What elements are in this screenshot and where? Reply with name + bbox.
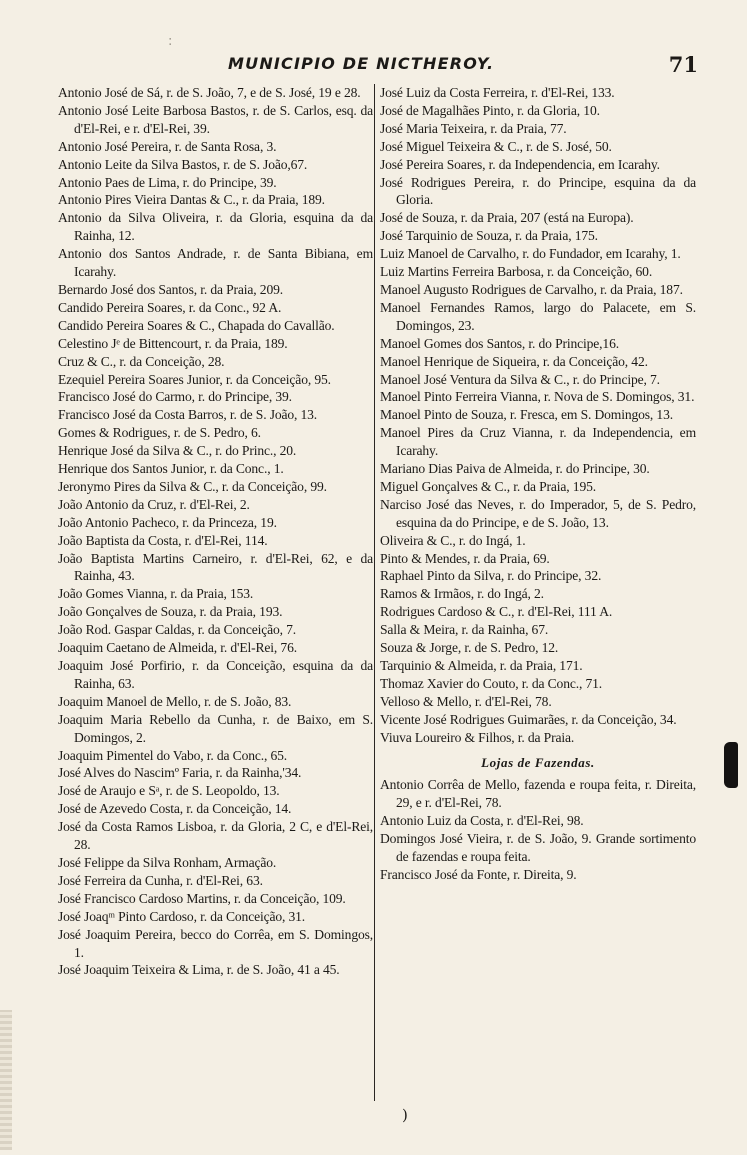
- directory-entry: Ezequiel Pereira Soares Junior, r. da Conceição, 95.: [58, 371, 331, 387]
- directory-entry: Manoel Augusto Rodrigues de Carvalho, r. da Praia, 187.: [380, 281, 683, 297]
- running-title: MUNICIPIO DE NICTHEROY.: [228, 54, 495, 73]
- directory-entry: Thomaz Xavier do Couto, r. da Conc., 71.: [380, 675, 603, 691]
- ink-blot-mark: [724, 742, 738, 788]
- directory-entry: Francisco José do Carmo, r. do Principe, 39.: [58, 389, 292, 405]
- directory-entry: Joaquim Maria Rebello da Cunha, r. de Baixo, em S. Domingos, 2.: [58, 711, 373, 745]
- directory-entry: José Alves do Nascimº Faria, r. da Rainha,'34.: [58, 765, 302, 781]
- directory-entry: Antonio Luiz da Costa, r. d'El-Rei, 98.: [380, 813, 584, 829]
- page-number: 71: [668, 52, 698, 77]
- directory-entry: Henrique José da Silva & C., r. do Princ., 20.: [58, 443, 297, 459]
- directory-entry: João Baptista da Costa, r. d'El-Rei, 114.: [58, 532, 268, 548]
- directory-entry: Antonio José de Sá, r. de S. João, 7, e de S. José, 19 e 28.: [58, 85, 361, 100]
- directory-entry: Raphael Pinto da Silva, r. do Principe, 32.: [380, 568, 602, 584]
- directory-entry: Domingos José Vieira, r. de S. João, 9. Grande sortimento de fazendas e roupa feita.: [380, 831, 696, 865]
- directory-entry: José Francisco Cardoso Martins, r. da Conceição, 109.: [58, 890, 346, 906]
- directory-entry: Antonio Corrêa de Mello, fazenda e roupa feita, r. Direita, 29, e r. d'El-Rei, 78.: [380, 777, 696, 811]
- directory-entry: José Joaquim Pereira, becco do Corrêa, em S. Domingos, 1.: [58, 926, 373, 960]
- directory-entry: José da Costa Ramos Lisboa, r. da Gloria, 2 C, e d'El-Rei, 28.: [58, 819, 373, 853]
- directory-entry: Luiz Manoel de Carvalho, r. do Fundador, em Icarahy, 1.: [380, 246, 681, 262]
- directory-entry: Gomes & Rodrigues, r. de S. Pedro, 6.: [58, 425, 261, 441]
- directory-entry: Antonio José Pereira, r. de Santa Rosa, 3.: [58, 138, 277, 154]
- directory-entry: Manoel José Ventura da Silva & C., r. do Principe, 7.: [380, 371, 660, 387]
- directory-entry: José Pereira Soares, r. da Independencia, em Icarahy.: [380, 156, 660, 172]
- directory-entry: João Gonçalves de Souza, r. da Praia, 193.: [58, 604, 283, 620]
- directory-entry: Manoel Pires da Cruz Vianna, r. da Independencia, em Icarahy.: [380, 425, 696, 459]
- directory-entry: João Rod. Gaspar Caldas, r. da Conceição, 7.: [58, 622, 297, 638]
- directory-entry: Francisco José da Costa Barros, r. de S. João, 13.: [58, 407, 318, 423]
- directory-entry: José Felippe da Silva Ronham, Armação.: [58, 854, 277, 870]
- directory-entry: Ramos & Irmãos, r. do Ingá, 2.: [380, 586, 544, 602]
- directory-entry: José Tarquinio de Souza, r. da Praia, 175.: [380, 228, 598, 244]
- directory-entry: Manoel Pinto Ferreira Vianna, r. Nova de S. Domingos, 31.: [380, 389, 695, 405]
- bottom-mark: ): [402, 1106, 408, 1124]
- directory-entry: Viuva Loureiro & Filhos, r. da Praia.: [380, 729, 575, 745]
- right-entries: [380, 84, 696, 747]
- directory-entry: João Baptista Martins Carneiro, r. d'El-Rei, 62, e da Rainha, 43.: [58, 550, 373, 584]
- directory-entry: Joaquim Manoel de Mello, r. de S. João, 83.: [58, 693, 292, 709]
- directory-entry: Francisco José da Fonte, r. Direita, 9.: [380, 866, 577, 882]
- directory-entry: João Antonio da Cruz, r. d'El-Rei, 2.: [58, 496, 250, 512]
- directory-entry: Henrique dos Santos Junior, r. da Conc., 1.: [58, 461, 284, 477]
- directory-entry: Miguel Gonçalves & C., r. da Praia, 195.: [380, 478, 596, 494]
- directory-entry: Narciso José das Neves, r. do Imperador, 5, de S. Pedro, esquina da do Principe, e de S. João, 13.: [380, 496, 696, 530]
- directory-entry: Manoel Gomes dos Santos, r. do Principe,16.: [380, 335, 619, 351]
- directory-entry: Pinto & Mendes, r. da Praia, 69.: [380, 550, 550, 566]
- directory-entry: João Antonio Pacheco, r. da Princeza, 19.: [58, 514, 277, 530]
- directory-entry: Manoel Pinto de Souza, r. Fresca, em S. Domingos, 13.: [380, 407, 673, 423]
- directory-entry: José de Souza, r. da Praia, 207 (está na Europa).: [380, 210, 634, 226]
- directory-entry: José Maria Teixeira, r. da Praia, 77.: [380, 120, 567, 136]
- directory-entry: Joaquim Caetano de Almeida, r. d'El-Rei, 76.: [58, 640, 297, 656]
- directory-entry: Velloso & Mello, r. d'El-Rei, 78.: [380, 693, 552, 709]
- directory-entry: Cruz & C., r. da Conceição, 28.: [58, 353, 225, 369]
- directory-entry: Candido Pereira Soares & C., Chapada do Cavallão.: [58, 317, 335, 333]
- directory-entry: José Joaquim Teixeira & Lima, r. de S. João, 41 a 45.: [58, 962, 340, 978]
- column-rule: [374, 84, 375, 1101]
- directory-entry: Antonio dos Santos Andrade, r. de Santa Bibiana, em Icarahy.: [58, 246, 373, 280]
- directory-entry: João Gomes Vianna, r. da Praia, 153.: [58, 586, 254, 602]
- directory-entry: Souza & Jorge, r. de S. Pedro, 12.: [380, 640, 559, 656]
- directory-entry: Oliveira & C., r. do Ingá, 1.: [380, 532, 526, 548]
- directory-entry: José de Magalhães Pinto, r. da Gloria, 10.: [380, 102, 600, 118]
- section-entries: [380, 776, 696, 883]
- directory-entry: Bernardo José dos Santos, r. da Praia, 209.: [58, 281, 283, 297]
- page-header: [58, 52, 698, 82]
- directory-entry: Antonio Pires Vieira Dantas & C., r. da Praia, 189.: [58, 192, 325, 208]
- directory-entry: Antonio Leite da Silva Bastos, r. de S. João,67.: [58, 156, 308, 172]
- directory-entry: Vicente José Rodrigues Guimarães, r. da Conceição, 34.: [380, 711, 677, 727]
- directory-entry: Manoel Fernandes Ramos, largo do Palacete, em S. Domingos, 23.: [380, 299, 696, 333]
- directory-entry: Tarquinio & Almeida, r. da Praia, 171.: [380, 658, 583, 673]
- directory-entry: Antonio José Leite Barbosa Bastos, r. de S. Carlos, esq. da d'El-Rei, e r. d'El-Rei, 39.: [58, 102, 373, 136]
- section-heading: Lojas de Fazendas.: [481, 754, 595, 770]
- directory-entry: Mariano Dias Paiva de Almeida, r. do Principe, 30.: [380, 461, 650, 477]
- directory-entry: José Ferreira da Cunha, r. d'El-Rei, 63.: [58, 872, 263, 888]
- directory-entry: Luiz Martins Ferreira Barbosa, r. da Conceição, 60.: [380, 264, 653, 280]
- directory-entry: Rodrigues Cardoso & C., r. d'El-Rei, 111 A.: [380, 604, 613, 620]
- directory-entry: Manoel Henrique de Siqueira, r. da Conceição, 42.: [380, 353, 648, 369]
- top-mark: :: [168, 34, 173, 49]
- page-edge-smudge: [0, 1010, 12, 1150]
- right-column: [380, 84, 696, 884]
- directory-entry: Antonio da Silva Oliveira, r. da Gloria, esquina da da Rainha, 12.: [58, 210, 373, 244]
- directory-entry: Antonio Paes de Lima, r. do Principe, 39.: [58, 174, 277, 190]
- directory-entry: José Rodrigues Pereira, r. do Principe, esquina da da Gloria.: [380, 174, 696, 208]
- directory-entry: José Miguel Teixeira & C., r. de S. José, 50.: [380, 138, 612, 154]
- directory-entry: José de Azevedo Costa, r. da Conceição, 14.: [58, 801, 292, 817]
- left-column: [58, 84, 373, 979]
- directory-entry: José Joaqᵐ Pinto Cardoso, r. da Conceição, 31.: [58, 908, 306, 924]
- directory-entry: Candido Pereira Soares, r. da Conc., 92 A.: [58, 299, 282, 315]
- directory-entry: Joaquim Pimentel do Vabo, r. da Conc., 65.: [58, 747, 288, 763]
- directory-entry: José Luiz da Costa Ferreira, r. d'El-Rei, 133.: [380, 85, 615, 100]
- directory-entry: Celestino Jᵉ de Bittencourt, r. da Praia, 189.: [58, 335, 288, 351]
- directory-entry: Joaquim José Porfirio, r. da Conceição, esquina da da Rainha, 63.: [58, 658, 373, 691]
- directory-entry: Salla & Meira, r. da Rainha, 67.: [380, 622, 549, 638]
- directory-entry: José de Araujo e Sᵃ, r. de S. Leopoldo, 13.: [58, 783, 280, 799]
- directory-entry: Jeronymo Pires da Silva & C., r. da Conceição, 99.: [58, 478, 327, 494]
